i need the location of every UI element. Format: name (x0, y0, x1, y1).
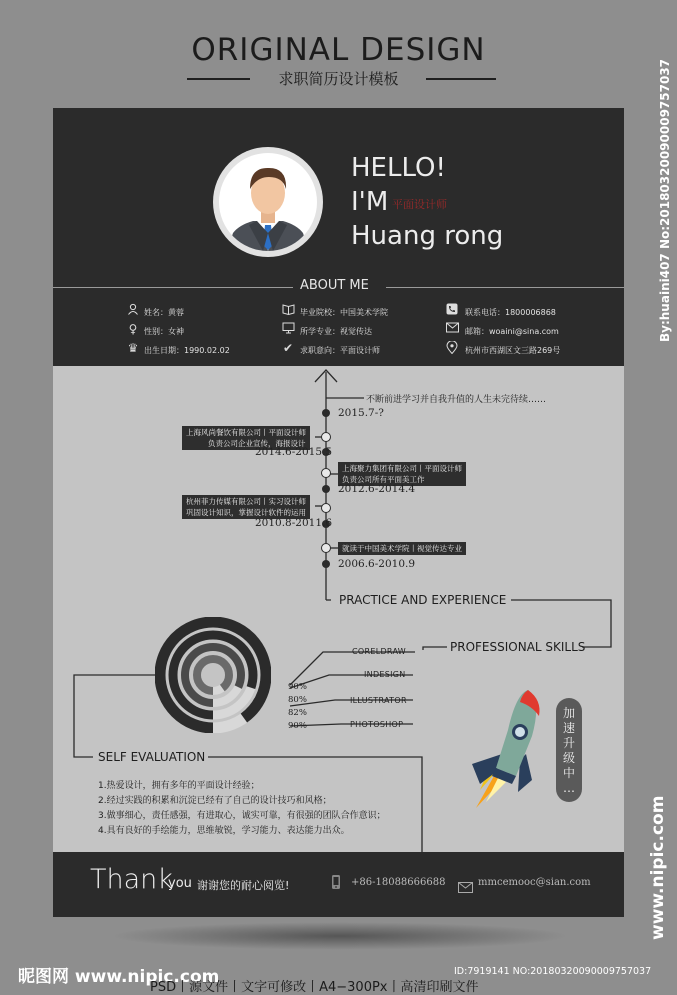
watermark-site-text: www.nipic.com (648, 795, 668, 940)
watermark-id: ID:7919141 NO:20180320090009757037 (454, 966, 652, 977)
timeline-node (321, 503, 331, 513)
info-gender: 性别：女神 (144, 327, 184, 336)
date-3: 2012.6-2014.4 (338, 483, 416, 495)
check-icon: ✔ (282, 341, 294, 355)
skill-percent: 80% (288, 695, 307, 705)
mobile-icon (331, 874, 343, 894)
eval-line: 3.做事细心，责任感强，有进取心，诚实可靠，有很强的团队合作意识； (98, 811, 386, 821)
timeline-motto: 不断前进学习并自我升值的人生未完待续…… (366, 395, 547, 405)
info-email: 邮箱：woaini@sina.com (465, 327, 559, 336)
crown-icon: ♛ (127, 341, 139, 355)
hello-text: HELLO! (351, 153, 446, 183)
skill-name: INDESIGN (364, 670, 406, 679)
skill-name: ILLUSTRATOR (350, 696, 407, 705)
badge-char: 中 (562, 766, 575, 780)
upgrading-badge (556, 698, 582, 802)
avatar (219, 153, 317, 251)
timeline-node (321, 468, 331, 478)
skill-name: CORELDRAW (352, 647, 406, 656)
badge-char: … (563, 781, 575, 795)
job-title: 平面设计师 (392, 198, 447, 211)
monitor-icon (281, 322, 295, 337)
businessman-avatar-icon (219, 153, 317, 251)
eval-line: 2.经过实践的积累和沉淀已经有了自己的设计技巧和风格； (98, 796, 332, 806)
date-4: 2010.8-2011.6 (255, 517, 333, 529)
skill-percent: 82% (288, 708, 307, 718)
exp-3-desc: 巩固设计知识，掌握设计软件的运用 (186, 508, 306, 517)
footer-email: mmcemooc@sian.com (478, 877, 591, 888)
about-rule-right (386, 287, 624, 288)
exp-1-company: 上海风尚餐饮有限公司丨平面设计师 (186, 428, 306, 437)
exp-3 (182, 495, 310, 519)
badge-char: 升 (562, 736, 575, 750)
exp-2-company: 上海聚力集团有限公司丨平面设计师 (342, 464, 462, 473)
skill-percent: 90% (288, 721, 307, 731)
poster-title: ORIGINAL DESIGN (191, 32, 486, 68)
date-5: 2006.6-2010.9 (338, 558, 416, 570)
badge-char: 加 (562, 706, 575, 720)
skills-title: PROFESSIONAL SKILLS (450, 640, 586, 654)
info-address: 杭州市西湖区文三路269号 (465, 346, 561, 355)
bottom-caption: PSD丨源文件丨文字可修改丨A4−300Px丨高清印刷文件 (150, 980, 479, 995)
watermark-vertical-id (656, 12, 676, 342)
info-school: 毕业院校：中国美术学院 (300, 308, 388, 317)
date-2: 2014.6-2015.5 (255, 446, 333, 458)
timeline-dot (322, 560, 330, 568)
candidate-name: Huang rong (351, 221, 504, 251)
location-icon (445, 341, 459, 357)
practice-title: PRACTICE AND EXPERIENCE (339, 593, 507, 607)
timeline-node (321, 432, 331, 442)
phone-icon (445, 303, 459, 318)
exp-4 (338, 542, 466, 555)
skill-ring-photoshop (197, 659, 229, 691)
timeline-dot (322, 485, 330, 493)
info-phone: 联系电话：1800006868 (465, 308, 556, 317)
date-1: 2015.7-? (338, 407, 384, 419)
exp-3-company: 杭州菲力传媒有限公司丨实习设计师 (186, 497, 306, 506)
footer-mail-icon (458, 878, 473, 897)
skill-percent: 90% (288, 682, 307, 692)
skills-ring-chart (155, 617, 271, 733)
rocket-icon (462, 680, 546, 812)
footer-phone: +86-18088666688 (351, 877, 446, 888)
info-name: 姓名：黄蓉 (144, 308, 184, 317)
user-icon (126, 303, 140, 318)
thanks-cn: 谢谢您的耐心阅览! (197, 879, 290, 892)
watermark-brand: 昵图网 www.nipic.com (18, 967, 220, 987)
poster-subtitle: 求职简历设计模板 (278, 70, 399, 88)
watermark-vertical-site (646, 790, 672, 940)
about-me-title: ABOUT ME (300, 278, 369, 293)
eval-line: 1.热爱设计，拥有多年的平面设计经验； (98, 781, 260, 791)
timeline-dot (322, 409, 330, 417)
skill-name: PHOTOSHOP (350, 720, 404, 729)
info-intent: 求职意向：平面设计师 (300, 346, 380, 355)
title-rule-right (426, 78, 496, 80)
info-major: 所学专业：视觉传达 (300, 327, 372, 336)
thank-text: Thank (90, 864, 173, 895)
exp-4-school: 就读于中国美术学院丨视觉传达专业 (342, 544, 462, 553)
badge-char: 速 (562, 721, 575, 735)
female-icon: ♀ (128, 322, 138, 336)
exp-1-desc: 负责公司企业宣传，海报设计 (208, 439, 306, 448)
watermark-id-text: By:huaini407 No:20180320090009757037 (658, 58, 672, 342)
badge-char: 级 (562, 751, 575, 765)
im-text: I'M (351, 187, 389, 217)
you-text: you (168, 876, 192, 891)
book-icon (281, 303, 295, 318)
timeline-node (321, 543, 331, 553)
card-shadow (110, 922, 570, 950)
exp-2-desc: 负责公司所有平面美工作 (342, 475, 425, 484)
eval-line: 4.具有良好的手绘能力，思维敏锐，学习能力、表达能力出众。 (98, 826, 350, 836)
self-eval-title: SELF EVALUATION (98, 750, 206, 764)
mail-icon (445, 322, 459, 336)
info-birth: 出生日期：1990.02.02 (144, 346, 230, 355)
about-rule-left (53, 287, 293, 288)
